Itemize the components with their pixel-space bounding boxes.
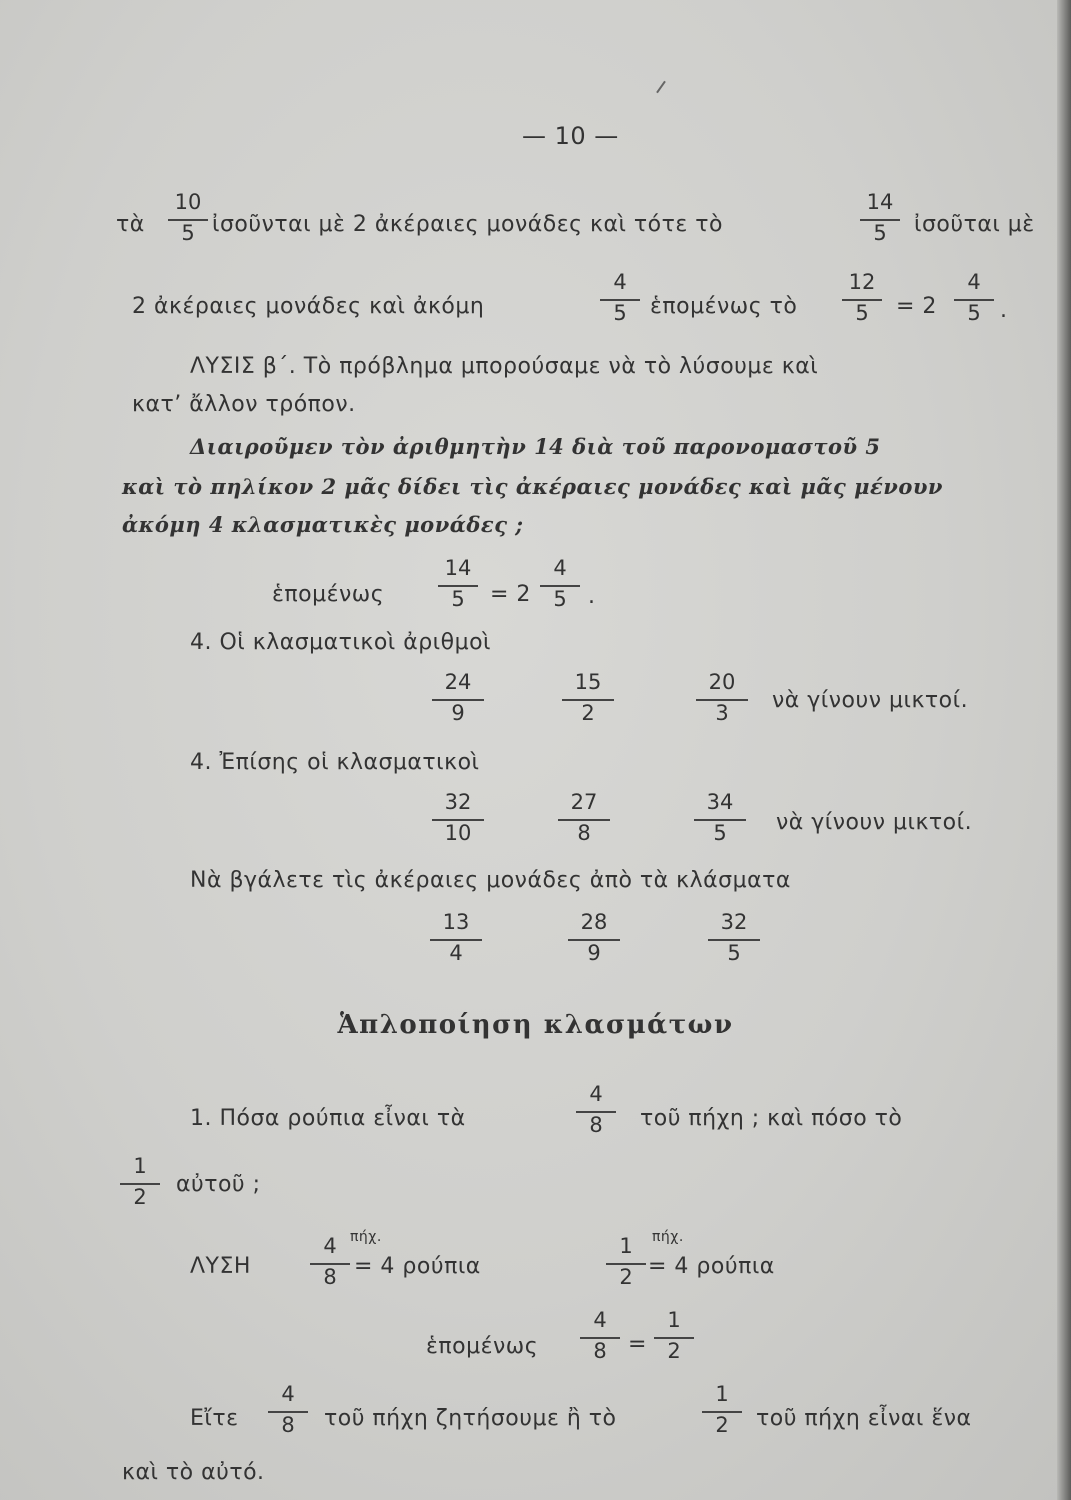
section-heading: Ἁπλοποίηση κλασμάτων (337, 1010, 734, 1040)
exercise-4b-text: 4. Ἐπίσης οἱ κλασματικοὶ (190, 750, 480, 775)
extract-text: Νὰ βγάλετε τὶς ἀκέραιες μονάδες ἀπὸ τὰ κλάσματα (190, 868, 791, 893)
fraction-4-8-b: 4 8 (308, 1236, 352, 1292)
fraction-4-8-c: 4 8 (578, 1310, 622, 1366)
italic-line2: καὶ τὸ πηλίκον 2 μᾶς δίδει τὶς ἀκέραιες μονάδες καὶ μᾶς μένουν (122, 474, 943, 499)
fraction-10-5: 10 5 (166, 192, 210, 248)
fraction-24-9: 24 9 (430, 672, 486, 728)
italic-line1: Διαιροῦμεν τὸν ἀριθμητὴν 14 διὰ τοῦ παρονομαστοῦ 5 (190, 434, 881, 459)
fraction-4-5-b: 4 5 (952, 272, 996, 328)
unit-label-2: πήχ. (652, 1229, 684, 1245)
conclusion-equals: = (628, 1332, 647, 1357)
fraction-27-8: 27 8 (556, 792, 612, 848)
exercise-4b-suffix: νὰ γίνουν μικτοί. (776, 810, 973, 835)
final-line2: καὶ τὸ αὐτό. (122, 1460, 265, 1485)
fraction-4-8-d: 4 8 (266, 1384, 310, 1440)
page-edge-shadow (1057, 0, 1071, 1500)
result-equals: = 2 (490, 582, 531, 607)
line1-end: ἰσοῦται μὲ (914, 212, 1035, 237)
result-label: ἑπομένως (272, 582, 385, 607)
fraction-15-2: 15 2 (560, 672, 616, 728)
fraction-32-5: 32 5 (706, 912, 762, 968)
italic-line3: ἀκόμη 4 κλασματικὲς μονάδες ; (122, 512, 524, 537)
line1-start: τὰ (116, 212, 145, 237)
line1-middle: ἰσοῦνται μὲ 2 ἀκέραιες μονάδες καὶ τότε τὸ (212, 212, 723, 237)
fraction-32-10: 32 10 (430, 792, 486, 848)
solution-eq2: = 4 ρούπια (648, 1254, 775, 1279)
fraction-34-5: 34 5 (692, 792, 748, 848)
solution-label: ΛΥΣΗ (190, 1254, 251, 1279)
fraction-13-4: 13 4 (428, 912, 484, 968)
line2-period: . (1000, 298, 1008, 323)
fraction-14-5-c: 14 5 (436, 558, 480, 614)
solution-b-line2: κατ’ ἄλλον τρόπον. (132, 392, 356, 417)
pen-mark (656, 81, 666, 94)
problem1-middle: τοῦ πήχη ; καὶ πόσο τὸ (640, 1106, 903, 1131)
solution-eq1: = 4 ρούπια (354, 1254, 481, 1279)
line2-middle: ἑπομένως τὸ (650, 294, 798, 319)
fraction-4-8: 4 8 (574, 1084, 618, 1140)
fraction-1-2-b: 1 2 (604, 1236, 648, 1292)
fraction-1-2-c: 1 2 (652, 1310, 696, 1366)
exercise-4a-suffix: νὰ γίνουν μικτοί. (772, 688, 969, 713)
fraction-4-5: 4 5 (598, 272, 642, 328)
line2-start: 2 ἀκέραιες μονάδες καὶ ἀκόμη (132, 294, 485, 319)
problem1-end: αὐτοῦ ; (176, 1172, 261, 1197)
solution-b-line1: ΛΥΣΙΣ β΄. Τὸ πρόβλημα μπορούσαμε νὰ τὸ λύσουμε καὶ (190, 354, 819, 379)
fraction-14-5: 14 5 (858, 192, 902, 248)
equals-two: = 2 (896, 294, 937, 319)
unit-label-1: πήχ. (350, 1229, 382, 1245)
page-number: — 10 — (522, 122, 619, 150)
fraction-4-5-c: 4 5 (538, 558, 582, 614)
fraction-1-2: 1 2 (118, 1156, 162, 1212)
final-end: τοῦ πήχη εἶναι ἕνα (756, 1406, 972, 1431)
result-period: . (588, 584, 596, 609)
final-middle: τοῦ πήχη ζητήσουμε ἢ τὸ (324, 1406, 617, 1431)
fraction-1-2-d: 1 2 (700, 1384, 744, 1440)
problem1-start: 1. Πόσα ρούπια εἶναι τὰ (190, 1106, 466, 1131)
conclusion-label: ἑπομένως (426, 1334, 539, 1359)
fraction-20-3: 20 3 (694, 672, 750, 728)
fraction-28-9: 28 9 (566, 912, 622, 968)
exercise-4a-text: 4. Οἱ κλασματικοὶ ἀριθμοὶ (190, 630, 491, 655)
fraction-12-5: 12 5 (840, 272, 884, 328)
final-start: Εἴτε (190, 1406, 239, 1431)
